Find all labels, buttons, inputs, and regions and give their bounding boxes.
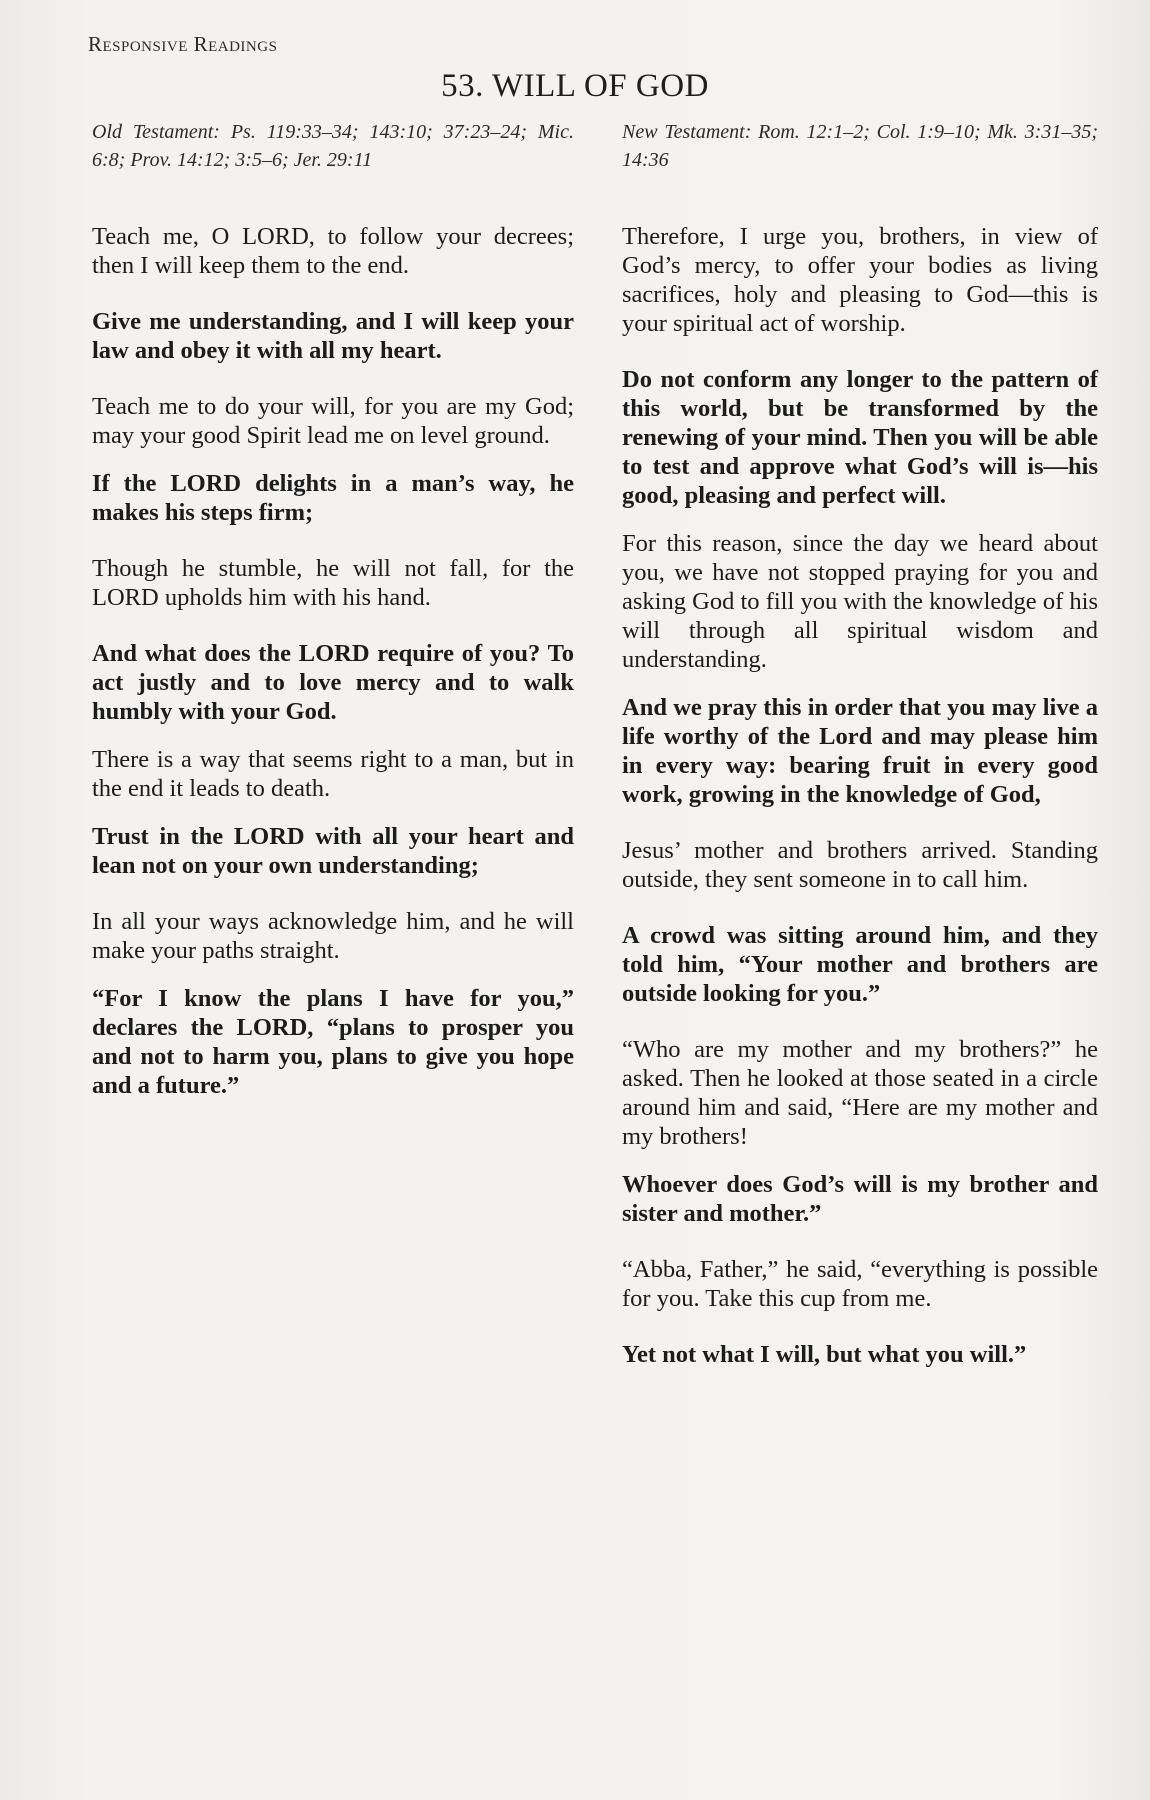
leader-reading: Though he stumble, he will not fall, for the LORD upholds him with his hand. — [92, 555, 574, 611]
running-head: Responsive Readings — [88, 32, 278, 56]
leader-reading: Jesus’ mother and brothers arrived. Standing outside, they sent someone in to call him. — [622, 837, 1098, 893]
congregation-response: “For I know the plans I have for you,” declares the LORD, “plans to prosper you and not to harm you, plans to give you hope and a future.” — [92, 985, 574, 1099]
congregation-response: And we pray this in order that you may live a life worthy of the Lord and may please him in every way: bearing fruit in every good work, growing in the knowledge of God, — [622, 694, 1098, 808]
congregation-response: And what does the LORD require of you? To act justly and to love mercy and to walk humbly with your God. — [92, 640, 574, 725]
leader-reading: Teach me to do your will, for you are my God; may your good Spirit lead me on level ground. — [92, 393, 574, 449]
leader-reading: Therefore, I urge you, brothers, in view of God’s mercy, to offer your bodies as living sacrifices, holy and pleasing to God—this is your spiritual act of worship. — [622, 223, 1098, 337]
leader-reading: “Abba, Father,” he said, “everything is possible for you. Take this cup from me. — [622, 1256, 1098, 1312]
congregation-response: A crowd was sitting around him, and they told him, “Your mother and brothers are outside looking for you.” — [622, 922, 1098, 1007]
congregation-response: Do not conform any longer to the pattern of this world, but be transformed by the renewing of your mind. Then you will be able to test and approve what God’s will is—his good, pleasing and perfect will. — [622, 366, 1098, 509]
leader-reading: For this reason, since the day we heard about you, we have not stopped praying for you and asking God to fill you with the knowledge of his will through all spiritual wisdom and understanding. — [622, 530, 1098, 673]
leader-reading: “Who are my mother and my brothers?” he asked. Then he looked at those seated in a circle around him and said, “Here are my mother and my brothers! — [622, 1036, 1098, 1150]
new-testament-column — [622, 118, 1098, 1396]
leader-reading: There is a way that seems right to a man, but in the end it leads to death. — [92, 746, 574, 802]
new-testament-reference: New Testament: Rom. 12:1–2; Col. 1:9–10; Mk. 3:31–35; 14:36 — [622, 121, 1098, 171]
congregation-response: Trust in the LORD with all your heart and lean not on your own understanding; — [92, 823, 574, 879]
old-testament-reference: Old Testament: Ps. 119:33–34; 143:10; 37:23–24; Mic. 6:8; Prov. 14:12; 3:5–6; Jer. 29:11 — [92, 121, 574, 171]
leader-reading: In all your ways acknowledge him, and he will make your paths straight. — [92, 908, 574, 964]
congregation-response: If the LORD delights in a man’s way, he makes his steps firm; — [92, 470, 574, 526]
congregation-response: Give me understanding, and I will keep your law and obey it with all my heart. — [92, 308, 574, 364]
page-title: 53. WILL OF GOD — [441, 68, 709, 104]
leader-reading: Teach me, O LORD, to follow your decrees; then I will keep them to the end. — [92, 223, 574, 279]
old-testament-column — [92, 118, 574, 1127]
congregation-response: Yet not what I will, but what you will.” — [622, 1341, 1027, 1368]
congregation-response: Whoever does God’s will is my brother and sister and mother.” — [622, 1171, 1098, 1227]
